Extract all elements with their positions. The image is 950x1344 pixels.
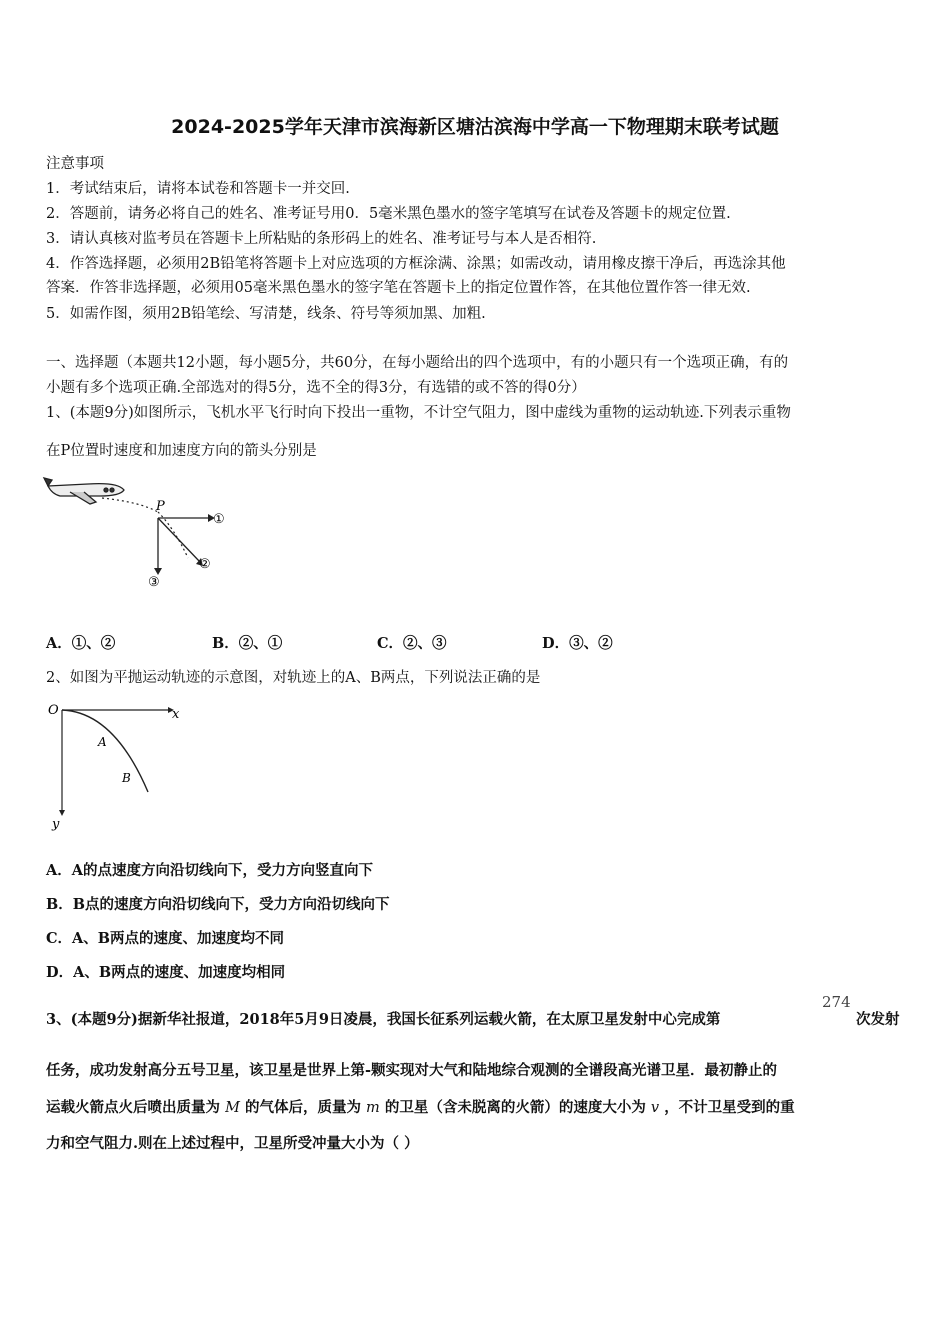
trajectory-path bbox=[102, 498, 158, 512]
q2-option-b: B．B点的速度方向沿切线向下，受力方向沿切线向下 bbox=[46, 896, 390, 913]
notice-item: 答案．作答非选择题，必须用05毫米黑色墨水的签字笔在答题卡上的指定位置作答，在其他位置作答一律无效. bbox=[46, 280, 751, 296]
arrow-2-label: ② bbox=[199, 557, 211, 572]
arrow-3-label: ③ bbox=[148, 575, 160, 590]
q2-option-a: A．A的点速度方向沿切线向下，受力方向竖直向下 bbox=[46, 862, 373, 879]
q3-text: 运载火箭点火后喷出质量为 bbox=[46, 1099, 220, 1116]
q1-option-d: D．③、② bbox=[542, 635, 613, 652]
airplane-icon bbox=[44, 478, 124, 504]
q3-line-3 bbox=[46, 1096, 795, 1117]
var-v: v bbox=[650, 1100, 660, 1116]
page-title: 2024-2025学年天津市滨海新区塘沽滨海中学高一下物理期末联考试题 bbox=[171, 116, 779, 138]
q3-stem bbox=[46, 1008, 720, 1029]
q3-text: 的气体后，质量为 bbox=[244, 1099, 361, 1116]
notice-item: 4．作答选择题，必须用2B铅笔将答题卡上对应选项的方框涂满、涂黑；如需改动，请用橡皮擦干净后，再选涂其他 bbox=[46, 256, 786, 272]
notice-item: 3．请认真核对监考员在答题卡上所粘贴的条形码上的姓名、准考证号与本人是否相符. bbox=[46, 231, 597, 247]
arrow-2 bbox=[158, 518, 200, 562]
notice-item: 2．答题前，请务必将自己的姓名、准考证号用0．5毫米黑色墨水的签字笔填写在试卷及答题卡的规定位置. bbox=[46, 206, 731, 222]
section-heading-cont: 小题有多个选项正确.全部选对的得5分，选不全的得3分，有选错的或不答的得0分） bbox=[46, 380, 586, 396]
point-p-label: P bbox=[156, 499, 165, 514]
q2-option-d: D．A、B两点的速度、加速度均相同 bbox=[46, 964, 286, 981]
var-m-capital: M bbox=[225, 1100, 240, 1116]
section-heading: 一、选择题（本题共12小题，每小题5分，共60分，在每小题给出的四个选项中，有的小题只有一个选项正确，有的 bbox=[46, 355, 789, 371]
notice-item: 5．如需作图，须用2B铅笔绘、写清楚，线条、符号等须加黑、加粗. bbox=[46, 306, 486, 322]
q3-stem-end: 次发射 bbox=[856, 1011, 900, 1028]
y-axis-label: y bbox=[52, 817, 60, 832]
q3-text: ，不计卫星受到的重 bbox=[664, 1099, 795, 1116]
var-m: m bbox=[366, 1100, 380, 1116]
q1-option-b: B．②、① bbox=[212, 635, 283, 652]
q3-line-4: 力和空气阻力.则在上述过程中，卫星所受冲量大小为（ ） bbox=[46, 1135, 419, 1152]
origin-label: O bbox=[48, 703, 59, 718]
notice-item: 1．考试结束后，请将本试卷和答题卡一并交回. bbox=[46, 181, 350, 197]
q3-stem-text: 3、(本题9分)据新华社报道，2018年5月9日凌晨，我国长征系列运载火箭，在太原卫星发射中心完成第 bbox=[46, 1011, 721, 1028]
q2-stem: 2、如图为平抛运动轨迹的示意图，对轨迹上的A、B两点，下列说法正确的是 bbox=[46, 670, 541, 686]
projectile-curve bbox=[62, 710, 148, 792]
q1-figure bbox=[40, 468, 240, 598]
trajectory-path-lower bbox=[158, 512, 188, 558]
y-axis-arrow bbox=[59, 810, 65, 816]
q1-stem-cont: 在P位置时速度和加速度方向的箭头分别是 bbox=[46, 443, 317, 459]
q2-figure bbox=[44, 698, 194, 833]
q3-text: 的卫星（含未脱离的火箭）的速度大小为 bbox=[384, 1099, 646, 1116]
q3-launch-number: 274 bbox=[822, 993, 851, 1011]
q2-option-c: C．A、B两点的速度、加速度均不同 bbox=[46, 930, 285, 947]
point-a-label: A bbox=[98, 735, 107, 749]
q1-option-a: A．①、② bbox=[46, 635, 116, 652]
x-axis-label: x bbox=[172, 707, 180, 722]
q1-option-c: C．②、③ bbox=[377, 635, 447, 652]
arrow-3-head bbox=[154, 568, 162, 575]
notice-heading: 注意事项 bbox=[46, 156, 104, 172]
point-b-label: B bbox=[122, 771, 131, 785]
arrow-1-label: ① bbox=[213, 512, 225, 527]
q3-line-2: 任务，成功发射高分五号卫星，该卫星是世界上第-颗实现对大气和陆地综合观测的全谱段高光谱卫星．最初静止的 bbox=[46, 1062, 778, 1079]
q1-stem: 1、(本题9分)如图所示，飞机水平飞行时向下投出一重物，不计空气阻力，图中虚线为重物的运动轨迹.下列表示重物 bbox=[46, 405, 791, 421]
